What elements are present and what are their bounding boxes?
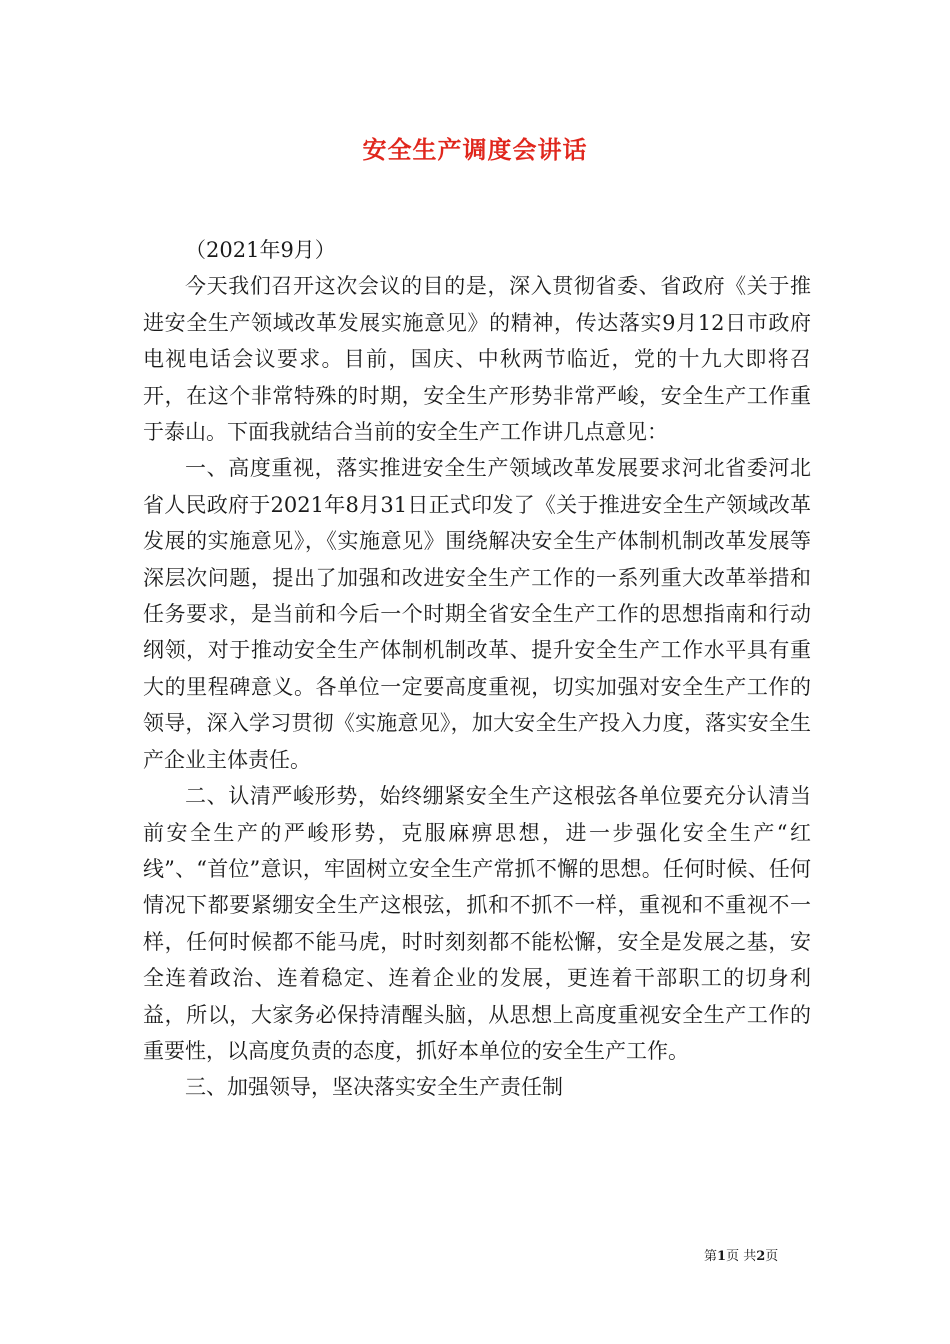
paragraph-section-3: 三、加强领导，坚决落实安全生产责任制 xyxy=(185,1075,563,1100)
document-body xyxy=(143,232,811,1106)
total-page-number: 2 xyxy=(756,1249,766,1264)
current-page-number: 1 xyxy=(717,1249,727,1264)
footer-middle: 页 共 xyxy=(726,1249,757,1264)
paragraph-intro: 今天我们召开这次会议的目的是，深入贯彻省委、省政府《关于推进安全生产领域改革发展实施意见》的精神，传达落实9月12日市政府电视电话会议要求。目前，国庆、中秋两节临近，党的十九大即将召开，在这个非常特殊的时期，安全生产形势非常严峻，安全生产工作重于泰山。下面我就结合当前的安全生产工作讲几点意见： xyxy=(143,274,811,445)
paragraph-section-1: 一、高度重视，落实推进安全生产领域改革发展要求河北省委河北省人民政府于2021年8月31日正式印发了《关于推进安全生产领域改革发展的实施意见》，《实施意见》围绕解决安全生产体制机制改革发展等深层次问题，提出了加强和改进安全生产工作的一系列重大改革举措和任务要求，是当前和今后一个时期全省安全生产工作的思想指南和行动纲领，对于推动安全生产体制机制改革、提升安全生产工作水平具有重大的里程碑意义。各单位一定要高度重视，切实加强对安全生产工作的领导，深入学习贯彻《实施意见》，加大安全生产投入力度，落实安全生产企业主体责任。 xyxy=(143,456,811,772)
footer-suffix: 页 xyxy=(765,1249,779,1264)
date-line: （2021年9月） xyxy=(185,238,336,262)
page-number-footer xyxy=(704,1247,778,1267)
page-title: 安全生产调度会讲话 xyxy=(362,135,588,164)
footer-prefix: 第 xyxy=(704,1249,718,1264)
paragraph-section-2: 二、认清严峻形势，始终绷紧安全生产这根弦各单位要充分认清当前安全生产的严峻形势，克服麻痹思想，进一步强化安全生产“红线”、“首位”意识，牢固树立安全生产常抓不懈的思想。任何时候、任何情况下都要紧绷安全生产这根弦，抓和不抓不一样，重视和不重视不一样，任何时候都不能马虎，时时刻刻都不能松懈，安全是发展之基，安全连着政治、连着稳定、连着企业的发展，更连着干部职工的切身利益，所以，大家务必保持清醒头脑，从思想上高度重视安全生产工作的重要性，以高度负责的态度，抓好本单位的安全生产工作。 xyxy=(143,784,811,1063)
